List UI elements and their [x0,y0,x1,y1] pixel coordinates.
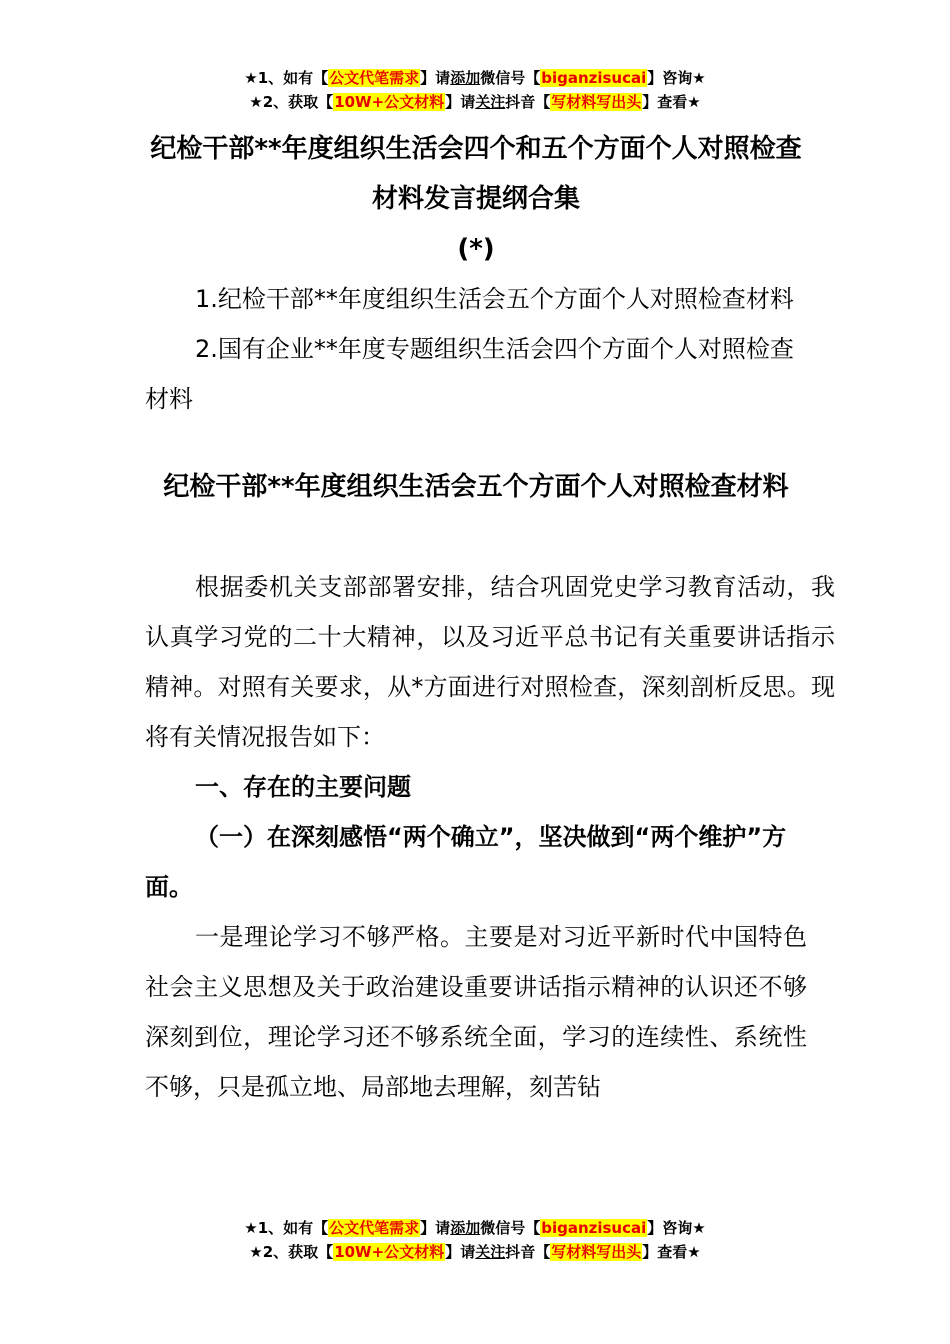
banner-highlight: 写材料写出头 [551,93,642,111]
banner-text: 】请 [420,69,451,87]
banner-line-2 [0,1240,950,1264]
top-banner [0,66,950,114]
bottom-banner [0,1216,950,1264]
body-paragraph: 一是理论学习不够严格。主要是对习近平新时代中国特色社会主义思想及关于政治建设重要讲话指示精神的认识还不够深刻到位，理论学习还不够系统全面，学习的连续性、系统性不够，只是孤立地、局部地去理解，刻苦钻 [145,923,807,1101]
toc-item: 1.纪检干部**年度组织生活会五个方面个人对照检查材料 [195,285,794,313]
heading-level-2: （一）在深刻感悟“两个确立”，坚决做到“两个维护”方面。 [145,823,787,901]
document-title: 纪检干部**年度组织生活会四个和五个方面个人对照检查材料发言提纲合集 [150,134,802,214]
intro-paragraph: 根据委机关支部部署安排，结合巩固党史学习教育活动，我认真学习党的二十大精神，以及习近平总书记有关重要讲话指示精神。对照有关要求，从*方面进行对照检查，深刻剖析反思。现将有关情况报告如下： [145,573,835,751]
banner-highlight: 10W+公文材料 [334,1243,445,1261]
banner-underlined: 关注 [475,1243,506,1261]
document-body [145,124,835,1112]
banner-text: 微信号【 [480,69,541,87]
banner-text: 】咨询★ [647,1219,706,1237]
banner-text: ★1、如有【 [244,1219,329,1237]
banner-text: 】请 [420,1219,451,1237]
banner-text: ★2、获取【 [249,93,334,111]
section-title: 纪检干部**年度组织生活会五个方面个人对照检查材料 [163,472,789,502]
banner-text: 抖音【 [505,1243,551,1261]
banner-text: 】请 [445,93,476,111]
banner-text: ★2、获取【 [249,1243,334,1261]
banner-highlight: biganzisucai [541,1219,647,1237]
banner-highlight: 公文代笔需求 [329,69,420,87]
banner-line-1 [0,1216,950,1240]
banner-highlight: 公文代笔需求 [329,1219,420,1237]
banner-text: 】查看★ [642,93,701,111]
banner-highlight: 10W+公文材料 [334,93,445,111]
banner-underlined: 添加 [450,1219,481,1237]
banner-line-2 [0,90,950,114]
toc-item: 2.国有企业**年度专题组织生活会四个方面个人对照检查材料 [145,335,794,413]
banner-highlight: biganzisucai [541,69,647,87]
banner-underlined: 关注 [475,93,506,111]
banner-text: 】查看★ [642,1243,701,1261]
banner-text: 微信号【 [480,1219,541,1237]
document-subtitle: (*) [457,234,495,264]
banner-text: 】咨询★ [647,69,706,87]
banner-text: ★1、如有【 [244,69,329,87]
banner-text: 】请 [445,1243,476,1261]
table-of-contents [145,274,807,424]
banner-highlight: 写材料写出头 [551,1243,642,1261]
heading-level-1: 一、存在的主要问题 [195,773,411,801]
banner-text: 抖音【 [505,93,551,111]
banner-underlined: 添加 [450,69,481,87]
banner-line-1 [0,66,950,90]
